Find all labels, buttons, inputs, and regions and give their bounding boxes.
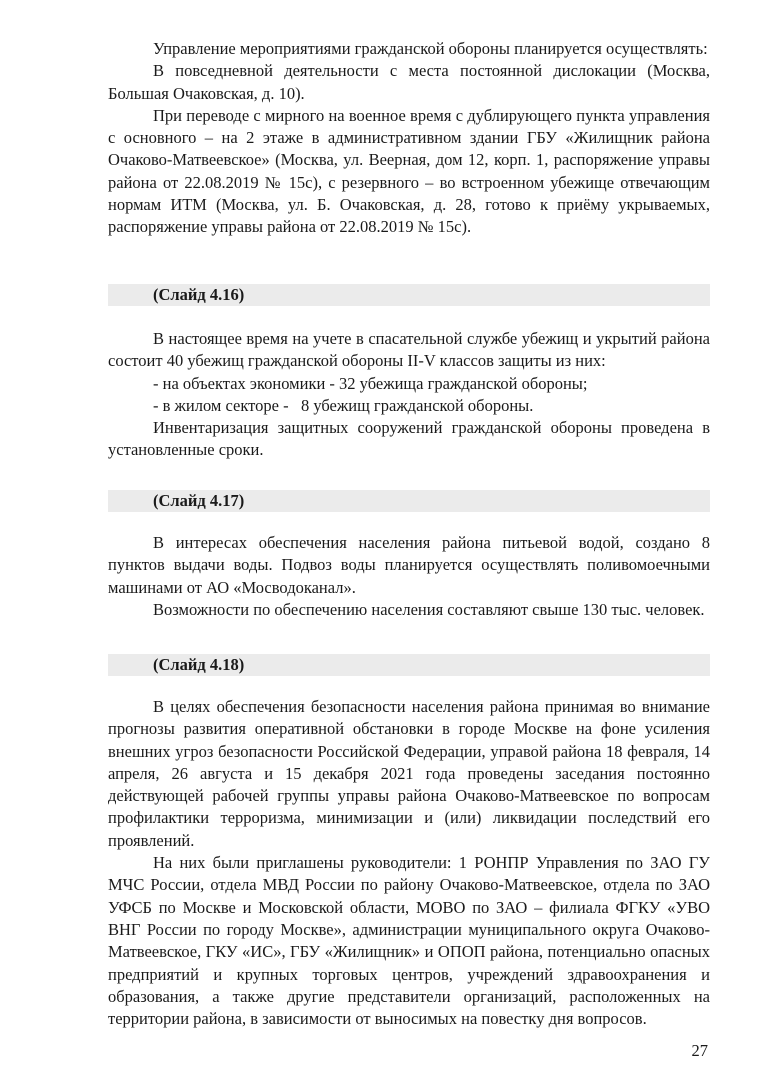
paragraph: В настоящее время на учете в спасательной службе убежищ и укрытий района состоит 40 убежищ гражданской обороны II-V классов защиты из них: (108, 329, 710, 371)
list-item: - в жилом секторе - 8 убежищ гражданской обороны. (153, 395, 534, 415)
paragraph: На них были приглашены руководители: 1 РОНПР Управления по ЗАО ГУ МЧС России, отдела МВД России по району Очаково-Матвеевское, отдела по ЗАО УФСБ по Москве и Московской области, МОВО по ЗАО – филиала ФГКУ «УВО ВНГ России по городу Москве», администрации муниципального округа Очаково-Матвеевское, ГКУ «ИС», ГБУ «Жилищник» и ОПОП района, потенциально опасных предприятий и крупных торговых центров, учреждений здравоохранения и образования, а также другие представители организаций, расположенных на территории района, в зависимости от выносимых на повестку дня вопросов. (108, 853, 710, 1029)
section-security-meetings (108, 696, 710, 1030)
paragraph: Инвентаризация защитных сооружений гражданской обороны проведена в установленные сроки. (108, 418, 710, 460)
list-item: - на объектах экономики - 32 убежища гражданской обороны; (153, 373, 588, 393)
slide-heading-label: (Слайд 4.18) (153, 655, 245, 674)
paragraph: В повседневной деятельности с места постоянной дислокации (Москва, Большая Очаковская, д. 10). (108, 61, 710, 103)
paragraph: Управление мероприятиями гражданской обороны планируется осуществлять: (153, 39, 708, 58)
slide-heading-4-18 (108, 654, 710, 676)
paragraph: Возможности по обеспечению населения составляют свыше 130 тыс. человек. (153, 599, 705, 619)
slide-heading-4-16 (108, 284, 710, 306)
section-water-supply (108, 532, 710, 621)
slide-heading-label: (Слайд 4.17) (153, 491, 245, 510)
paragraph: В интересах обеспечения населения района питьевой водой, создано 8 пунктов выдачи воды. Подвоз воды планируется осуществлять поливомоечными машинами от АО «Мосводоканал». (108, 533, 710, 597)
paragraph: При переводе с мирного на военное время с дублирующего пункта управления с основного – на 2 этаже в административном здании ГБУ «Жилищник района Очаково-Матвеевское» (Москва, ул. Веерная, дом 12, корп. 1, распоряжение управы района от 22.08.2019 № 15с), с резервного – во встроенном убежище отвечающим нормам ИТМ (Москва, ул. Б. Очаковская, д. 28, готово к приёму укрываемых, распоряжение управы района от 22.08.2019 № 15с). (108, 105, 710, 237)
page-number: 27 (691, 1041, 708, 1060)
slide-heading-4-17 (108, 490, 710, 512)
section-shelters (108, 328, 710, 462)
slide-heading-label: (Слайд 4.16) (153, 285, 245, 304)
paragraph: В целях обеспечения безопасности населения района принимая во внимание прогнозы развития оперативной обстановки в городе Москве на фоне усиления внешних угроз безопасности Российской Федерации, управой района 18 февраля, 14 апреля, 26 августа и 15 декабря 2021 года проведены заседания постоянно действующей рабочей группы управы района Очаково-Матвеевское по вопросам профилактики терроризма, минимизации и (или) ликвидации последствий его проявлений. (108, 697, 710, 850)
section-command-points (108, 38, 710, 239)
